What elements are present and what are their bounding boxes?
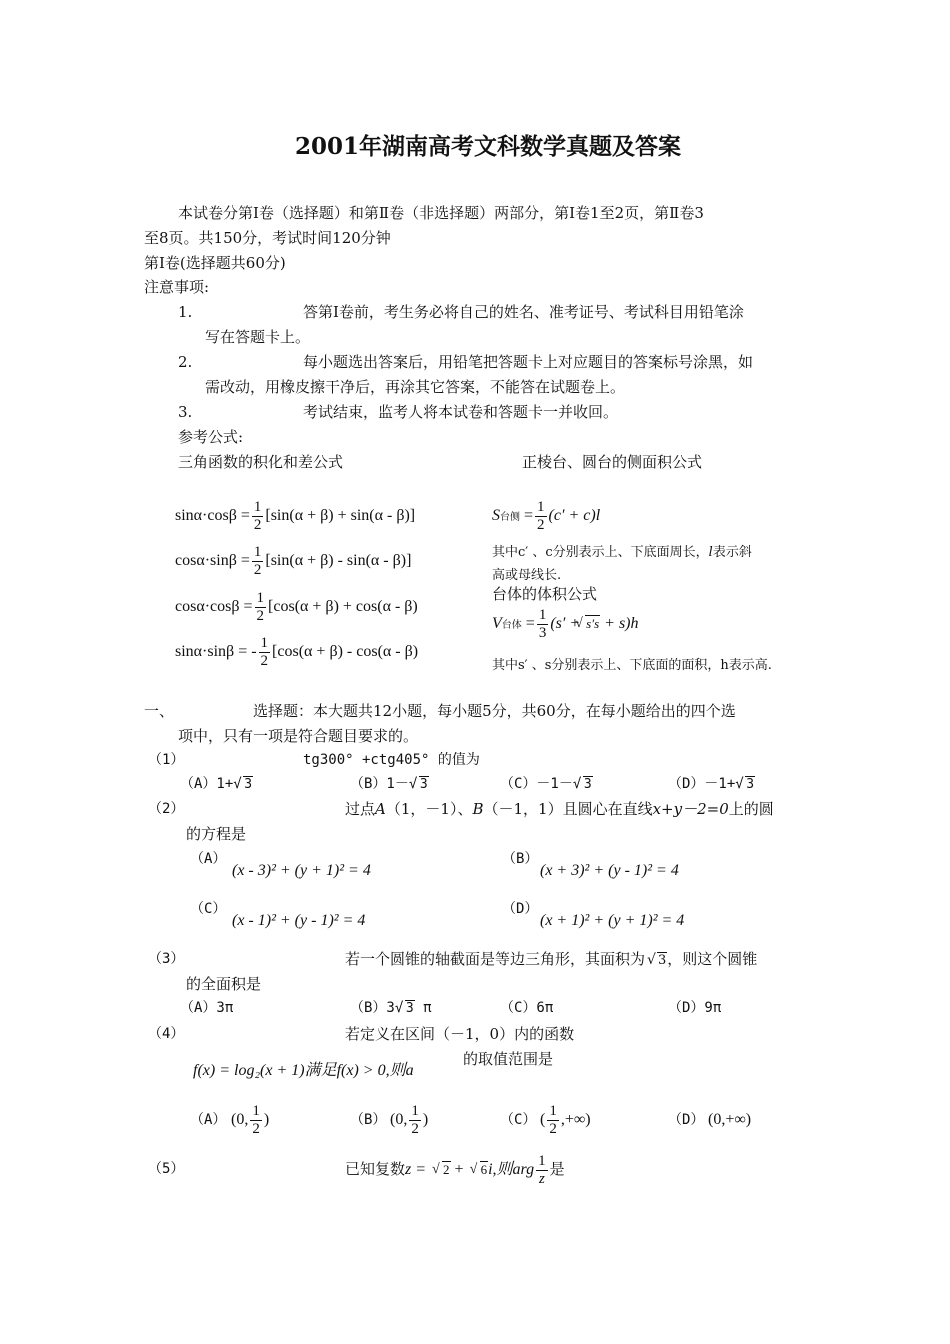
lateral-area-note: 其中c′ 、c分别表示上、下底面周长，l表示斜: [492, 545, 752, 560]
trig-formula-4: sinα·sinβ = - $\frac{1}{2}$ [cos(α + β) - cos(α - β): [175, 634, 419, 669]
option-b: (x + 3)² + (y - 1)² = 4: [540, 862, 679, 879]
question-stem: tg300° +ctg405° 的值为: [303, 752, 480, 768]
intro-line-1: 本试卷分第Ⅰ卷（选择题）和第Ⅱ卷（非选择题）两部分，第Ⅰ卷1至2页，第Ⅱ卷3: [178, 204, 704, 222]
section-instructions: 选择题：本大题共12小题，每小题5分，共60分，在每小题给出的四个选: [253, 702, 736, 720]
option-b: （B）1－√ 3: [350, 774, 429, 794]
note-number: 1.: [178, 303, 193, 321]
trig-formula-1: sinα·cosβ = $\frac{1}{2}$ [sin(α + β) + sin(α - β)]: [175, 498, 416, 533]
area-formula-title: 正棱台、圆台的侧面积公式: [522, 453, 703, 471]
note-number: 2.: [178, 353, 193, 371]
option-c-label: （C）: [190, 901, 227, 917]
note-text: 每小题选出答案后，用铅笔把答题卡上对应题目的答案标号涂黑，如: [303, 353, 754, 371]
question-number: （2）: [148, 801, 185, 817]
question-stem: 已知复数z = √ 2 + √ 6i,则arg $\frac{1}{z}$ 是: [345, 1150, 565, 1189]
trig-formula-2: cosα·sinβ = $\frac{1}{2}$ [sin(α + β) - sin(α - β)]: [175, 543, 412, 578]
option-a: （A）1+√ 3: [180, 774, 253, 794]
option-d: （D）－1+√ 3: [668, 774, 755, 794]
option-c: (x - 1)² + (y - 1)² = 4: [232, 912, 366, 929]
option-b: （B）3√ 3 π: [350, 998, 432, 1018]
question-stem-2: 的方程是: [186, 825, 247, 843]
part1-heading: 第Ⅰ卷(选择题共60分): [144, 254, 286, 272]
lateral-area-formula: S台侧 = $\frac{1}{2}$ (c′ + c)l: [492, 498, 601, 533]
question-stem-2: 的取值范围是: [463, 1050, 554, 1068]
question-stem-2: 的全面积是: [186, 975, 262, 993]
option-c: ( $\frac{1}{2}$ ,+∞): [540, 1102, 591, 1137]
question-number: （4）: [148, 1026, 185, 1042]
trig-formula-3: cosα·cosβ = $\frac{1}{2}$ [cos(α + β) + cos(α - β): [175, 589, 418, 624]
section-number: 一、: [144, 702, 175, 720]
option-a: （A）3π: [180, 1000, 234, 1016]
page-title: 2001年湖南高考文科数学真题及答案: [295, 133, 682, 160]
question-number: （5）: [148, 1161, 185, 1177]
section-instructions-2: 项中，只有一项是符合题目要求的。: [178, 727, 419, 745]
option-a: (0, $\frac{1}{2}$ ): [231, 1102, 270, 1137]
question-stem: 过点A（1，－1）、B（－1，1）且圆心在直线x+y－2=0上的圆: [345, 800, 774, 818]
option-d: (0,+∞): [708, 1111, 752, 1128]
note-text: 需改动，用橡皮擦干净后，再涂其它答案，不能答在试题卷上。: [205, 378, 626, 396]
notice-heading: 注意事项:: [144, 278, 210, 296]
trig-formula-title: 三角函数的积化和差公式: [178, 453, 344, 471]
lateral-area-note-2: 高或母线长.: [492, 568, 562, 583]
intro-line-2: 至8页。共150分，考试时间120分钟: [144, 229, 391, 247]
volume-formula-title: 台体的体积公式: [492, 585, 598, 603]
question-number: （3）: [148, 951, 185, 967]
note-text: 考试结束，监考人将本试卷和答题卡一并收回。: [303, 403, 619, 421]
question-number: （1）: [148, 752, 185, 768]
option-d-label: （D）: [502, 901, 539, 917]
option-b: (0, $\frac{1}{2}$ ): [390, 1102, 429, 1137]
option-a: (x - 3)² + (y + 1)² = 4: [232, 862, 371, 879]
option-a-label: （A）: [190, 1112, 227, 1128]
option-d-label: （D）: [668, 1112, 705, 1128]
option-d: (x + 1)² + (y + 1)² = 4: [540, 912, 685, 929]
formula-heading: 参考公式:: [178, 428, 244, 446]
volume-formula: V台体 = $\frac{1}{3}$ (s′ + √ s′s + s)h: [492, 605, 639, 645]
note-text: 答第Ⅰ卷前，考生务必将自己的姓名、准考证号、考试科目用铅笔涂: [303, 303, 744, 321]
note-number: 3.: [178, 403, 193, 421]
question-stem: 若一个圆锥的轴截面是等边三角形，其面积为√ 3，则这个圆锥: [345, 949, 757, 969]
option-b-label: （B）: [350, 1112, 387, 1128]
question-stem: 若定义在区间（－1，0）内的函数: [345, 1025, 575, 1043]
volume-formula-note: 其中s′ 、s分别表示上、下底面的面积，h表示高.: [492, 658, 772, 673]
option-a-label: （A）: [190, 851, 227, 867]
option-c: （C）－1－√ 3: [500, 774, 593, 794]
option-c: （C）6π: [500, 1000, 554, 1016]
option-b-label: （B）: [502, 851, 539, 867]
option-c-label: （C）: [500, 1112, 537, 1128]
question-formula: f(x) = log₂(x + 1)满足f(x) > 0,则a: [193, 1062, 414, 1079]
option-d: （D）9π: [668, 1000, 722, 1016]
note-text: 写在答题卡上。: [205, 328, 311, 346]
